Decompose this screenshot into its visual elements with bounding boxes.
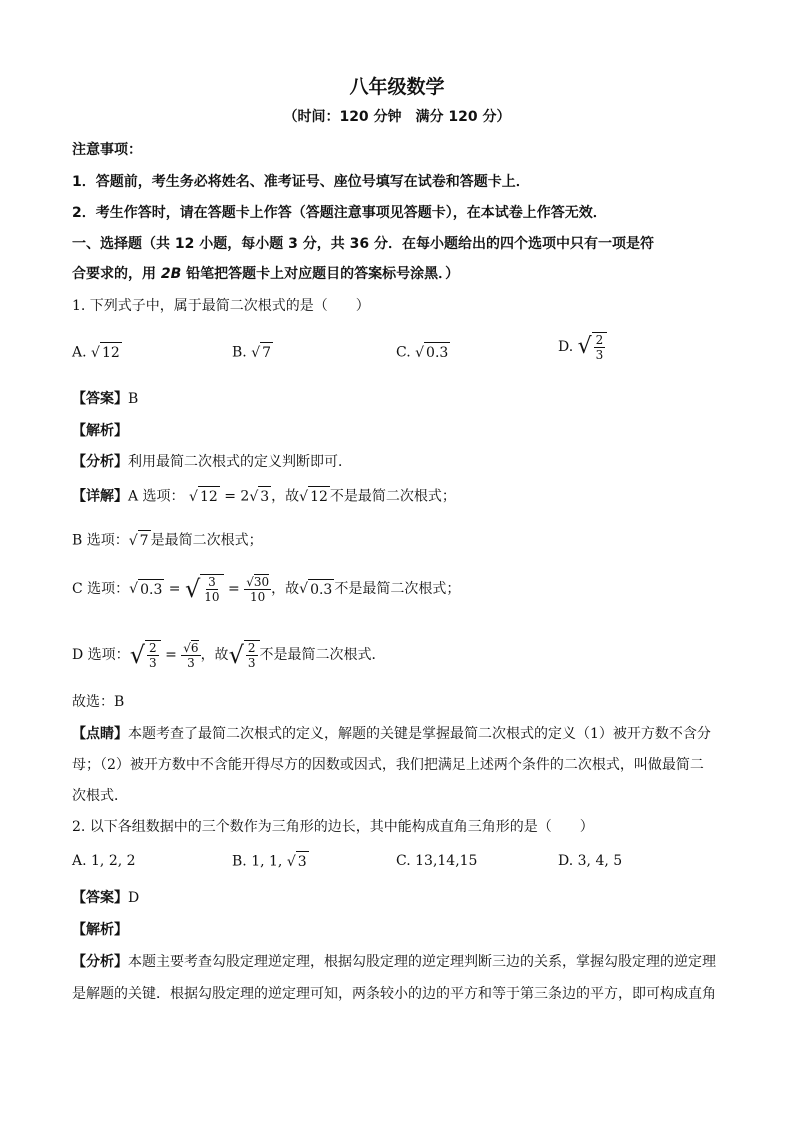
exam-subtitle: （时间：120 分钟 满分 120 分） — [283, 109, 511, 125]
q1-analysis-heading: 【解析】 — [72, 423, 128, 439]
q1-dianjing-3: 次根式． — [72, 788, 128, 804]
q2-option-b: B. 1, 1, √ 3 — [232, 851, 309, 872]
q2-analysis-heading: 【解析】 — [72, 922, 128, 938]
sqrt-icon: √ — [286, 853, 296, 870]
q2-option-d: D. 3, 4, 5 — [558, 853, 623, 869]
q1-option-b: B. √ 7 — [232, 342, 273, 363]
sqrt-icon: √ — [246, 574, 254, 589]
sqrt-icon: √ — [91, 344, 100, 361]
q1-detail-b: B 选项：√ 7 是最简二次根式； — [72, 530, 263, 551]
sqrt-icon: √ — [128, 532, 138, 549]
q1-choose: 故选：B — [72, 694, 125, 710]
q2-fenxi-2: 是解题的关键．根据勾股定理的逆定理可知，两条较小的边的平方和等于第三条边的平方，即可构成直角 — [72, 986, 716, 1002]
sqrt-icon: √ — [299, 581, 309, 597]
sqrt-icon: √ — [249, 488, 259, 505]
sqrt-icon: √ — [189, 488, 198, 505]
q1-option-a: A. √ 12 — [72, 342, 122, 363]
q1-option-c: C. √ 0.3 — [396, 342, 450, 363]
q1-detail-c: C 选项：√ 0.3 = √ $\frac{3}{10}$ = $\frac{√30}{10}$ ，故√ 0.3 不是最简二次根式； — [72, 574, 461, 604]
notice-heading: 注意事项： — [72, 142, 142, 158]
q1-dianjing-2: 母；（2）被开方数中不含能开得尽方的因数或因式，我们把满足上述两个条件的二次根式，叫做最简二 — [72, 757, 704, 773]
q2-option-c: C. 13,14,15 — [396, 853, 478, 869]
section-1-heading-cont: 合要求的，用 2B 铅笔把答题卡上对应题目的答案标号涂黑．） — [72, 266, 460, 282]
sqrt-icon: √ — [183, 640, 191, 655]
section-1-heading: 一、选择题（共 12 小题，每小题 3 分，共 36 分．在每小题给出的四个选项中只有一项是符 — [72, 236, 654, 252]
q1-answer: 【答案】B — [72, 391, 139, 407]
q1-option-d: D. √ $\frac{2}{3}$ — [558, 332, 607, 362]
sqrt-icon: √ — [185, 575, 201, 603]
q2-option-a: A. 1, 2, 2 — [72, 853, 136, 869]
sqrt-icon: √ — [299, 488, 309, 505]
notice-item-2: 2．考生作答时，请在答题卡上作答（答题注意事项见答题卡），在本试卷上作答无效． — [72, 205, 607, 221]
q1-fenxi: 【分析】利用最简二次根式的定义判断即可． — [72, 454, 352, 470]
sqrt-icon: √ — [415, 344, 425, 361]
sqrt-icon: √ — [577, 334, 592, 359]
question-2-stem: 2. 以下各组数据中的三个数作为三角形的边长，其中能构成直角三角形的是（ ） — [72, 819, 594, 835]
q1-dianjing-1: 【点睛】本题考查了最简二次根式的定义，解题的关键是掌握最简二次根式的定义（1）被开方数不含分 — [72, 726, 711, 742]
sqrt-icon: √ — [129, 641, 145, 669]
q1-detail-d: D 选项：√ $\frac{2}{3}$ = $\frac{√6}{3}$ ，故√ $\frac{2}{3}$ 不是最简二次根式． — [72, 640, 386, 670]
sqrt-icon: √ — [251, 344, 261, 361]
q2-fenxi-1: 【分析】本题主要考查勾股定理逆定理，根据勾股定理的逆定理判断三边的关系，掌握勾股定理的逆定理 — [72, 954, 716, 970]
notice-item-1: 1．答题前，考生务必将姓名、准考证号、座位号填写在试卷和答题卡上． — [72, 174, 530, 190]
sqrt-icon: √ — [228, 641, 244, 669]
sqrt-icon: √ — [129, 581, 139, 597]
question-1-stem: 1. 下列式子中，属于最简二次根式的是（ ） — [72, 298, 370, 314]
q1-detail-a: 【详解】A 选项： √ 12 = 2√ 3 ，故√ 12 不是最简二次根式； — [72, 486, 456, 507]
page-title: 八年级数学 — [349, 76, 445, 98]
q2-answer: 【答案】D — [72, 890, 140, 906]
